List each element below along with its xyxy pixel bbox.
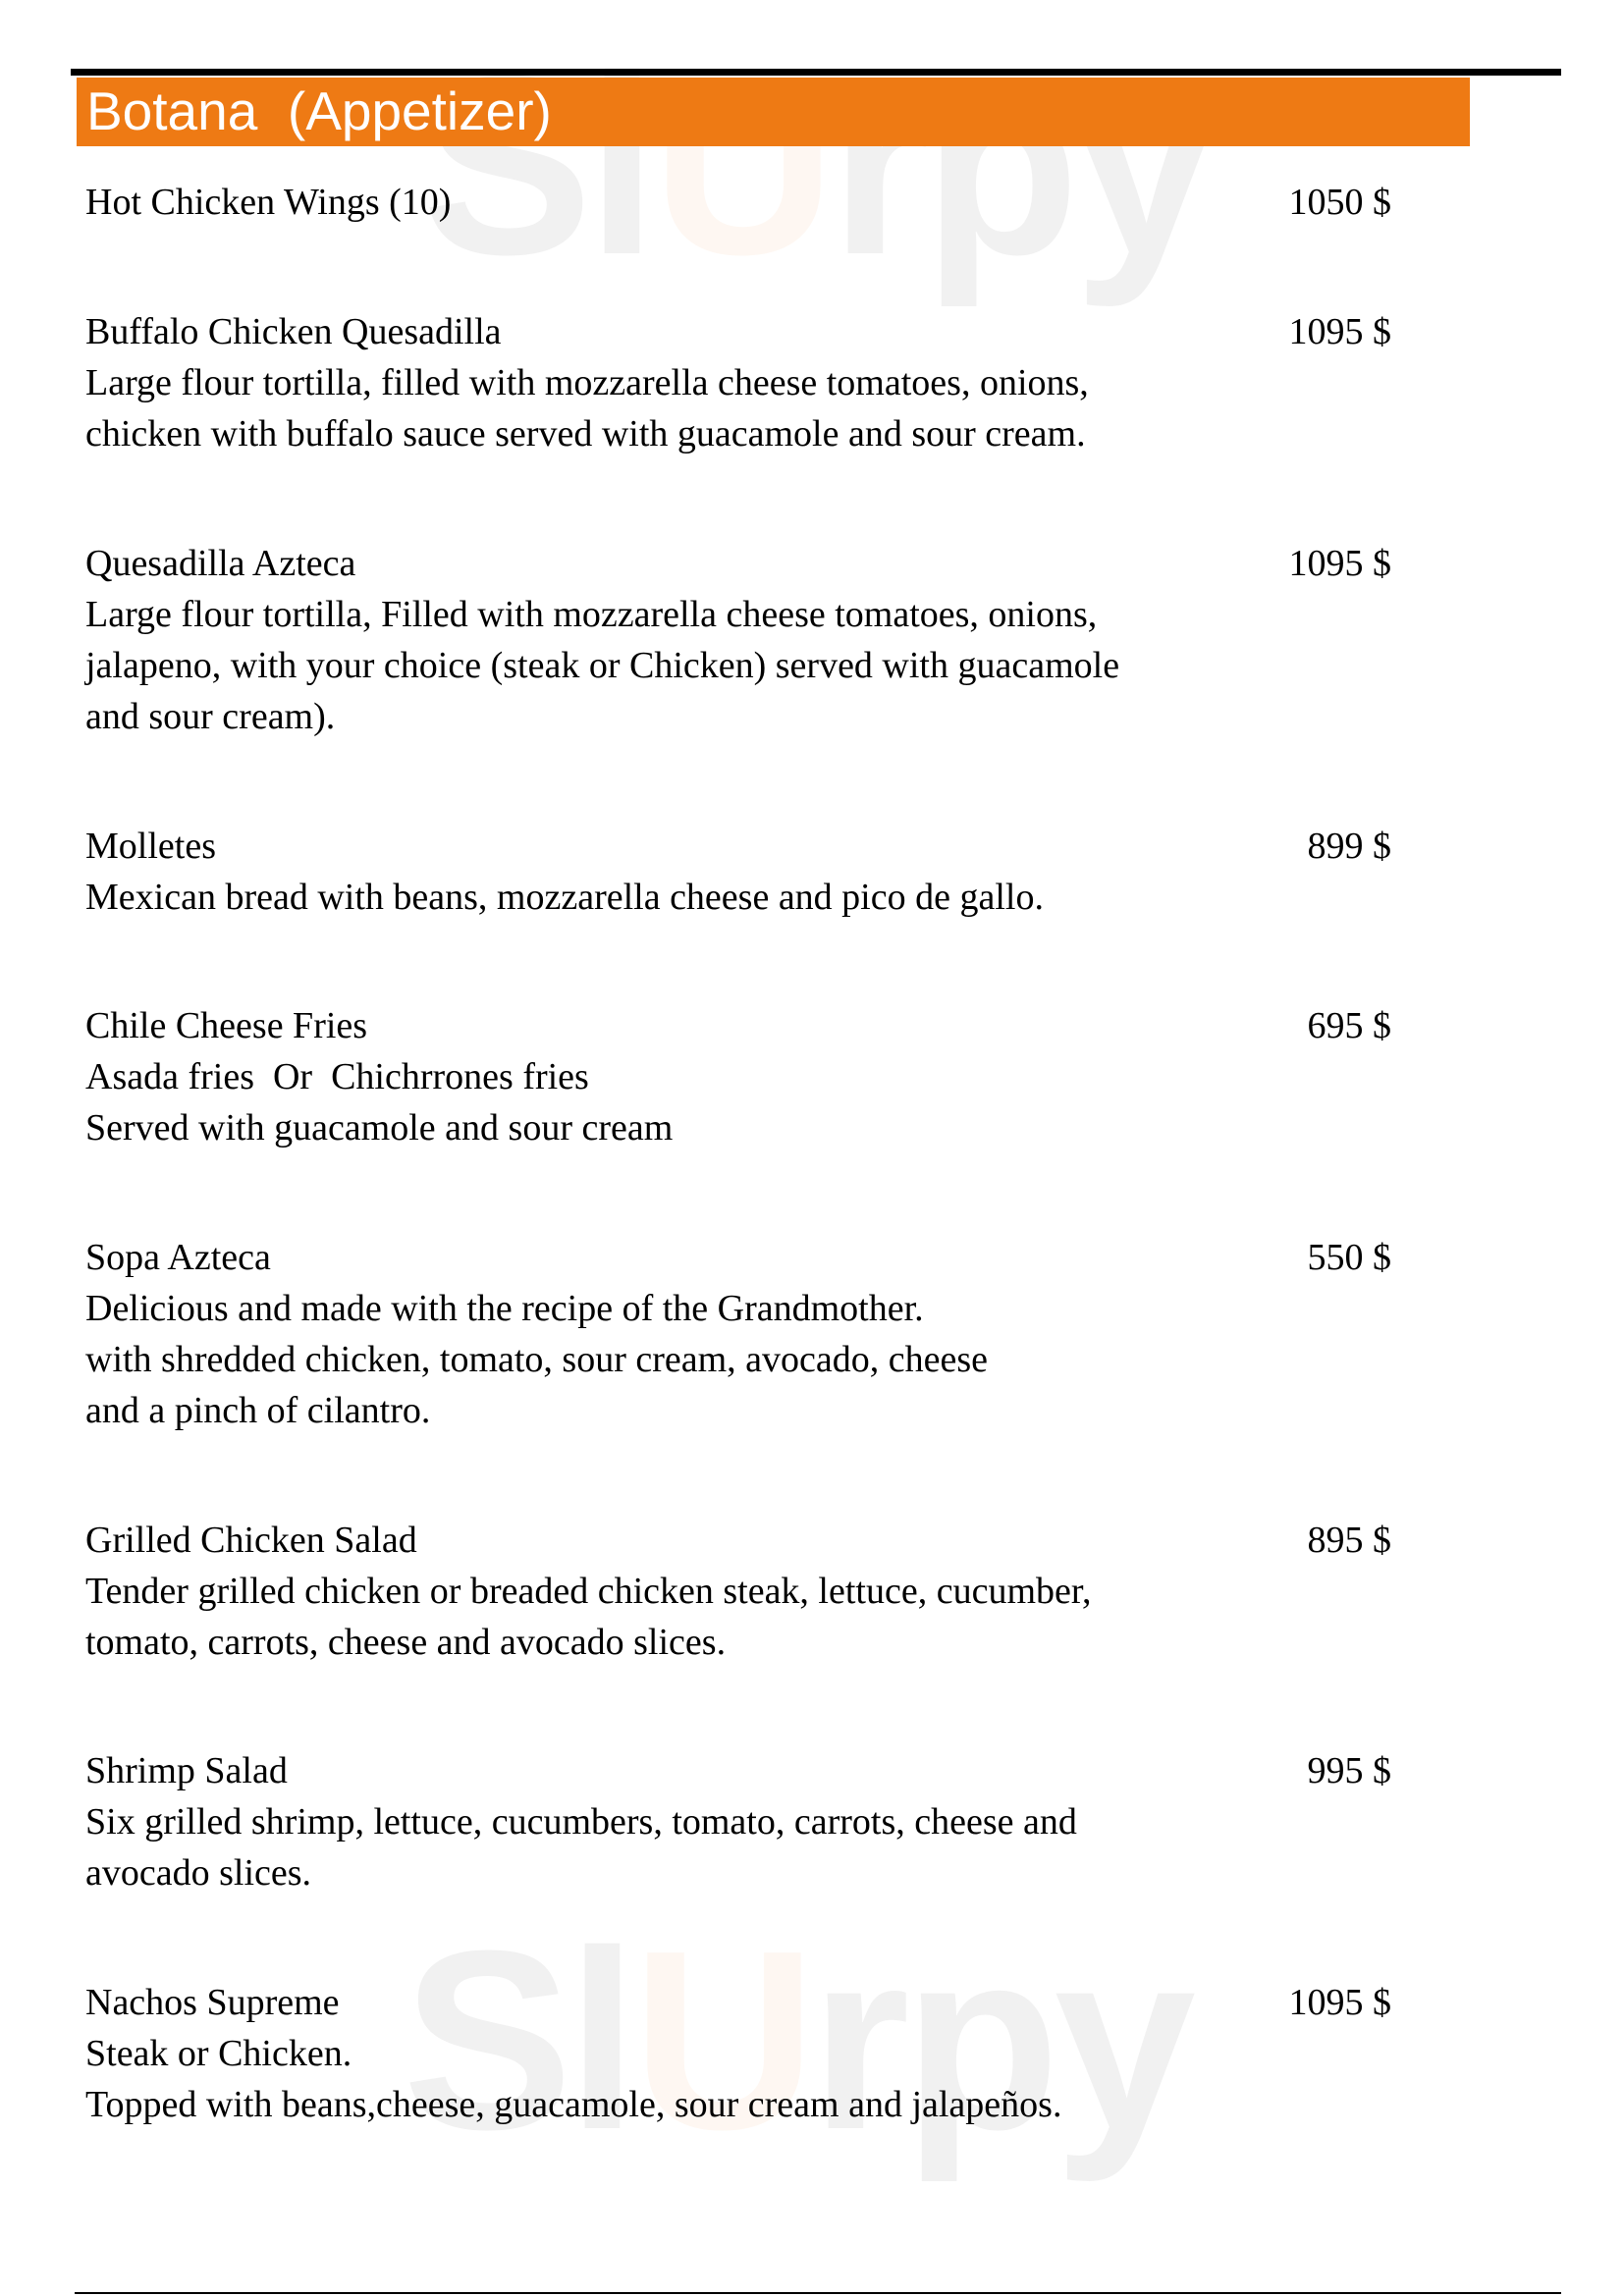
item-price: 1095 $ bbox=[1288, 1982, 1391, 2023]
item-description: Large flour tortilla, filled with mozzarella cheese tomatoes, onions, chicken with buffalo sauce served with guacamole and sour cream. bbox=[85, 362, 1089, 454]
item-description: Six grilled shrimp, lettuce, cucumbers, tomato, carrots, cheese and avocado slices. bbox=[85, 1801, 1077, 1894]
item-name: Quesadilla Azteca bbox=[85, 543, 356, 584]
menu-item-hot-chicken-wings bbox=[85, 177, 1391, 228]
item-name: Nachos Supreme bbox=[85, 1982, 340, 2023]
item-price: 695 $ bbox=[1307, 1005, 1391, 1046]
menu-item-grilled-chicken-salad bbox=[85, 1515, 1391, 1668]
section-title: Botana (Appetizer) bbox=[86, 80, 552, 141]
item-name: Chile Cheese Fries bbox=[85, 1005, 368, 1046]
item-description: Asada fries Or Chichrrones fries Served with guacamole and sour cream bbox=[85, 1056, 674, 1148]
item-name: Hot Chicken Wings (10) bbox=[85, 182, 452, 223]
menu-item-sopa-azteca bbox=[85, 1232, 1391, 1436]
item-description: Delicious and made with the recipe of the Grandmother. with shredded chicken, tomato, sour cream, avocado, cheese and a pinch of cilantro. bbox=[85, 1288, 989, 1431]
watermark-logo: SlUrpy bbox=[422, 24, 1211, 308]
item-description: Mexican bread with beans, mozzarella cheese and pico de gallo. bbox=[85, 877, 1044, 918]
item-name: Molletes bbox=[85, 826, 216, 867]
item-price: 1095 $ bbox=[1288, 311, 1391, 352]
menu-item-molletes bbox=[85, 821, 1391, 923]
menu-item-nachos-supreme bbox=[85, 1977, 1391, 2130]
watermark-logo-bottom: SlUrpy bbox=[403, 1898, 1191, 2183]
item-name: Grilled Chicken Salad bbox=[85, 1520, 417, 1561]
item-price: 1095 $ bbox=[1288, 543, 1391, 584]
item-price: 895 $ bbox=[1307, 1520, 1391, 1561]
menu-item-chile-cheese-fries bbox=[85, 1000, 1391, 1153]
item-name: Sopa Azteca bbox=[85, 1237, 271, 1278]
menu-item-buffalo-chicken-quesadilla bbox=[85, 306, 1391, 459]
item-price: 899 $ bbox=[1307, 826, 1391, 867]
menu-item-shrimp-salad bbox=[85, 1745, 1391, 1898]
item-price: 1050 $ bbox=[1288, 182, 1391, 223]
item-price: 995 $ bbox=[1307, 1750, 1391, 1791]
item-price: 550 $ bbox=[1307, 1237, 1391, 1278]
item-description: Large flour tortilla, Filled with mozzarella cheese tomatoes, onions, jalapeno, with your choice (steak or Chicken) served with guacamole and sour cream). bbox=[85, 594, 1120, 737]
section-banner bbox=[77, 78, 1470, 146]
item-description: Tender grilled chicken or breaded chicken steak, lettuce, cucumber, tomato, carrots, cheese and avocado slices. bbox=[85, 1571, 1092, 1663]
menu-item-quesadilla-azteca bbox=[85, 538, 1391, 742]
item-name: Shrimp Salad bbox=[85, 1750, 288, 1791]
bottom-divider bbox=[75, 2292, 1561, 2294]
item-name: Buffalo Chicken Quesadilla bbox=[85, 311, 502, 352]
top-divider bbox=[71, 69, 1561, 76]
item-description: Steak or Chicken. Topped with beans,cheese, guacamole, sour cream and jalapeños. bbox=[85, 2033, 1062, 2125]
